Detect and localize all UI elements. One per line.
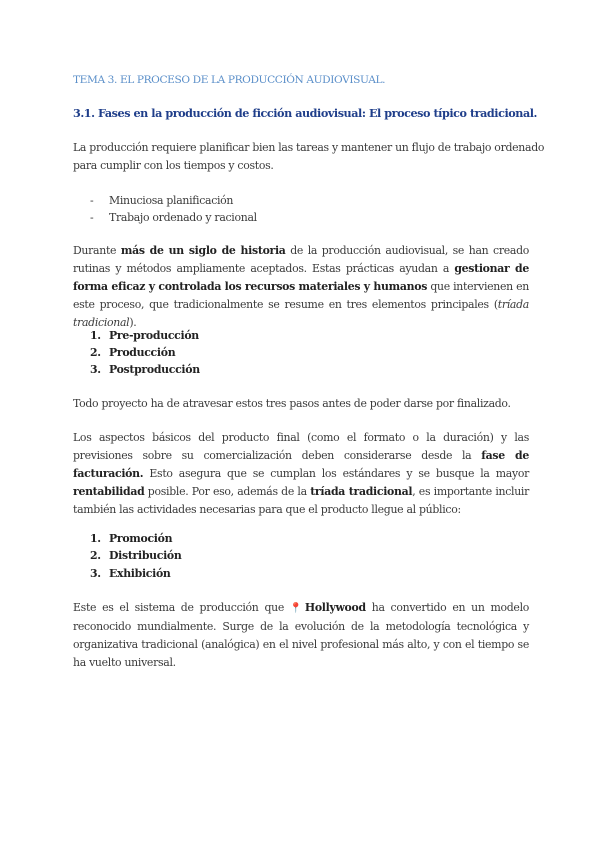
- intro-line-2: para cumplir con los tiempos y costos.: [73, 159, 274, 172]
- section-heading: 3.1. Fases en la producción de ficción audiovisual: El proceso típico tradicional.: [73, 106, 537, 120]
- history-paragraph: [73, 242, 529, 332]
- dash-marker: -: [90, 194, 94, 207]
- aspects-paragraph: [73, 429, 529, 519]
- text-run: Durante: [73, 244, 121, 257]
- intro-line-1: La producción requiere planificar bien las tareas y mantener un flujo de trabajo ordenado: [73, 141, 545, 154]
- list-number: 3.: [90, 363, 101, 376]
- list-label: Pre-producción: [109, 329, 199, 342]
- dash-list-item: [90, 209, 257, 227]
- text-run: de la producción audiovisual, se han creado rutinas y métodos ampliamente aceptados. Estas prácticas ayudan a: [73, 244, 529, 275]
- list-number: 3.: [90, 567, 101, 580]
- audience-list-item: [90, 565, 171, 583]
- audience-list-item: [90, 530, 172, 548]
- list-label: Exhibición: [109, 567, 171, 580]
- text-run: Los aspectos básicos del producto final (como el formato o la duración) y las previsiones sobre su comercialización deben considerarse desde la: [73, 431, 529, 462]
- steps-paragraph: Todo proyecto ha de atravesar estos tres pasos antes de poder darse por finalizado.: [73, 397, 511, 410]
- bold-run: tríada tradicional: [310, 485, 413, 498]
- text-run: Este es el sistema de producción que: [73, 601, 290, 614]
- text-run: ).: [129, 316, 137, 329]
- text-run: , es importante incluir también las actividades necesarias para que el producto llegue al público:: [73, 485, 530, 516]
- dash-item-label: Minuciosa planificación: [109, 194, 234, 207]
- text-run: ha convertido en un modelo reconocido mundialmente. Surge de la evolución de la metodología tecnológica y organizativa tradicional (analógica) en el nivel profesional más alto, y con el tiempo se ha vuelto universal.: [73, 601, 530, 669]
- list-label: Producción: [109, 346, 176, 359]
- list-number: 2.: [90, 549, 101, 562]
- dash-list-item: [90, 192, 233, 210]
- bold-run: fase de facturación.: [73, 449, 529, 480]
- list-number: 1.: [90, 329, 101, 342]
- pin-icon: 📍: [289, 603, 305, 614]
- intro-paragraph: [73, 139, 545, 175]
- hollywood-paragraph: [73, 599, 529, 672]
- list-label: Postproducción: [109, 363, 200, 376]
- list-number: 1.: [90, 532, 101, 545]
- italic-run: tríada tradicional: [73, 298, 529, 329]
- list-label: Distribución: [109, 549, 182, 562]
- text-run: que intervienen en este proceso, que tradicionalmente se resume en tres elementos principales (: [73, 280, 529, 311]
- chapter-title: TEMA 3. EL PROCESO DE LA PRODUCCIÓN AUDIOVISUAL.: [73, 74, 386, 86]
- phase-list-item: [90, 344, 175, 362]
- bold-run: Hollywood: [304, 601, 366, 614]
- phase-list-item: [90, 361, 200, 379]
- list-number: 2.: [90, 346, 101, 359]
- audience-list-item: [90, 547, 182, 565]
- phase-list-item: [90, 327, 199, 345]
- text-run: Esto asegura que se cumplan los estándares y se busque la mayor: [143, 467, 529, 480]
- bold-run: gestionar de forma eficaz y controlada los recursos materiales y humanos: [73, 262, 530, 293]
- dash-item-label: Trabajo ordenado y racional: [109, 211, 257, 224]
- bold-run: rentabilidad: [73, 485, 145, 498]
- list-label: Promoción: [109, 532, 173, 545]
- bold-run: más de un siglo de historia: [120, 244, 286, 257]
- text-run: posible. Por eso, además de la: [144, 485, 311, 498]
- dash-marker: -: [90, 211, 94, 224]
